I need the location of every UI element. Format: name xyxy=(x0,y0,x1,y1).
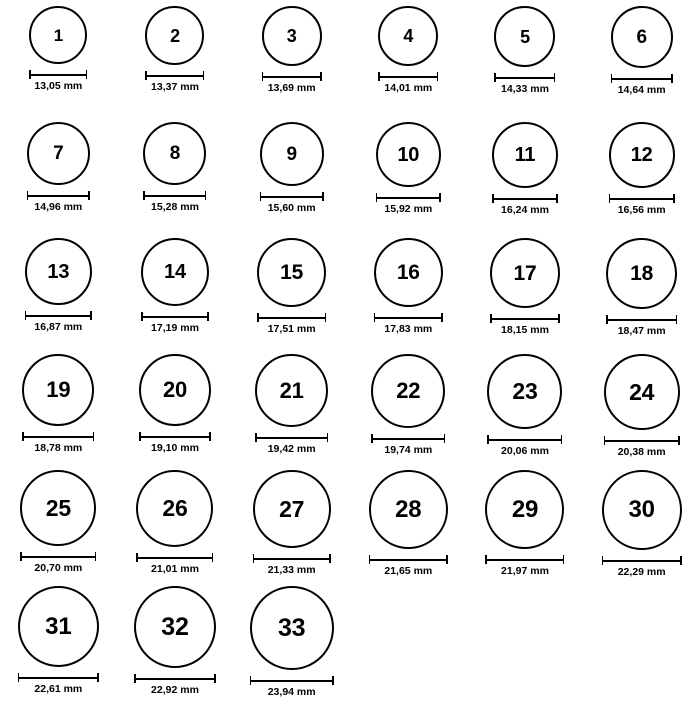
ring-size-label: 16,56 mm xyxy=(617,204,666,216)
ring-size-label: 17,83 mm xyxy=(384,323,433,335)
ring-number-label: 31 xyxy=(45,612,72,640)
measure-line xyxy=(136,557,213,559)
measure-cap-left xyxy=(29,70,31,79)
measure-cap-left xyxy=(602,556,604,565)
diameter-measure-bar xyxy=(262,72,322,81)
measure-line xyxy=(494,77,555,79)
ring-size-cell xyxy=(0,354,117,470)
measure-line xyxy=(145,75,204,77)
ring-number-label: 30 xyxy=(628,496,655,523)
measure-cap-left xyxy=(253,554,255,563)
measure-cap-right xyxy=(678,436,680,445)
ring-size-cell xyxy=(467,470,584,586)
diameter-measure-bar xyxy=(253,554,331,563)
ring-size-cell xyxy=(117,6,234,122)
measure-line xyxy=(250,680,334,682)
ring-size-cell xyxy=(467,122,584,238)
measure-cap-right xyxy=(441,313,443,322)
measure-line xyxy=(604,440,680,442)
diameter-measure-bar xyxy=(371,434,445,443)
ring-size-cell xyxy=(350,238,467,354)
ring-size-label: 13,37 mm xyxy=(151,81,199,93)
ring-size-label: 17,19 mm xyxy=(151,322,199,334)
ring-number-label: 7 xyxy=(53,143,64,164)
measure-line xyxy=(25,315,92,317)
ring-size-label: 21,65 mm xyxy=(384,565,433,577)
ring-size-cell xyxy=(0,122,117,238)
diameter-measure-bar xyxy=(22,432,94,441)
ring-circle xyxy=(20,470,96,546)
ring-size-cell xyxy=(467,354,584,470)
measure-line xyxy=(262,76,322,78)
ring-circle xyxy=(257,238,326,307)
ring-size-label: 18,47 mm xyxy=(617,325,666,337)
ring-size-cell xyxy=(0,6,117,122)
ring-size-cell xyxy=(0,238,117,354)
measure-cap-right xyxy=(205,191,207,200)
ring-number-label: 21 xyxy=(279,377,304,403)
measure-line xyxy=(253,558,331,560)
ring-size-cell xyxy=(583,6,700,122)
measure-cap-right xyxy=(95,552,97,561)
ring-size-cell xyxy=(350,470,467,586)
diameter-measure-bar xyxy=(255,433,328,442)
ring-circle xyxy=(609,122,675,188)
diameter-measure-bar xyxy=(143,191,206,200)
ring-size-cell xyxy=(117,238,234,354)
measure-line xyxy=(20,556,96,558)
ring-number-label: 20 xyxy=(162,377,188,402)
ring-number-label: 2 xyxy=(170,25,180,46)
measure-line xyxy=(134,678,216,680)
ring-size-label: 14,64 mm xyxy=(617,84,666,96)
ring-circle xyxy=(376,122,441,187)
measure-cap-right xyxy=(322,192,324,201)
measure-cap-right xyxy=(327,433,329,442)
diameter-measure-bar xyxy=(250,676,334,685)
ring-circle xyxy=(29,6,87,64)
ring-circle xyxy=(604,354,680,430)
ring-size-cell xyxy=(0,586,117,702)
ring-size-label: 20,06 mm xyxy=(501,445,549,457)
measure-cap-right xyxy=(329,554,331,563)
diameter-measure-bar xyxy=(485,555,564,564)
ring-circle xyxy=(139,354,211,426)
ring-circle xyxy=(602,470,682,550)
ring-size-cell xyxy=(233,470,350,586)
measure-line xyxy=(18,677,99,679)
ring-number-label: 19 xyxy=(46,377,71,402)
ring-size-cell xyxy=(583,122,700,238)
ring-number-label: 23 xyxy=(512,378,538,404)
measure-cap-right xyxy=(671,74,673,83)
measure-cap-right xyxy=(561,435,563,444)
ring-size-label: 20,38 mm xyxy=(617,446,666,458)
measure-line xyxy=(260,196,324,198)
ring-size-label: 14,33 mm xyxy=(501,83,549,95)
ring-circle xyxy=(606,238,677,309)
ring-number-label: 16 xyxy=(396,261,420,284)
ring-circle xyxy=(136,470,213,547)
ring-number-label: 10 xyxy=(397,143,420,166)
measure-line xyxy=(255,437,328,439)
measure-line xyxy=(29,74,87,76)
measure-cap-left xyxy=(18,673,20,682)
ring-size-label: 19,74 mm xyxy=(384,444,433,456)
measure-cap-left xyxy=(139,432,141,441)
ring-size-label: 15,28 mm xyxy=(151,201,199,213)
measure-cap-left xyxy=(145,71,147,80)
ring-circle xyxy=(262,6,322,66)
ring-size-cell xyxy=(233,6,350,122)
measure-line xyxy=(139,436,211,438)
diameter-measure-bar xyxy=(136,553,213,562)
measure-cap-left xyxy=(485,555,487,564)
ring-size-label: 21,97 mm xyxy=(501,565,549,577)
ring-circle xyxy=(260,122,324,186)
measure-cap-right xyxy=(563,555,565,564)
ring-number-label: 29 xyxy=(511,495,539,523)
measure-cap-right xyxy=(554,73,556,82)
measure-cap-right xyxy=(439,193,441,202)
ring-number-label: 12 xyxy=(630,144,653,166)
measure-cap-left xyxy=(141,312,143,321)
ring-size-cell xyxy=(350,122,467,238)
measure-cap-left xyxy=(260,192,262,201)
measure-cap-left xyxy=(492,194,494,203)
measure-line xyxy=(143,195,206,197)
ring-size-cell xyxy=(583,470,700,586)
ring-size-cell xyxy=(583,354,700,470)
diameter-measure-bar xyxy=(27,191,90,200)
ring-circle xyxy=(369,470,448,549)
measure-line xyxy=(374,317,443,319)
diameter-measure-bar xyxy=(257,313,326,322)
measure-cap-right xyxy=(86,70,88,79)
measure-cap-left xyxy=(250,676,252,685)
measure-cap-right xyxy=(203,71,205,80)
measure-cap-right xyxy=(88,191,90,200)
measure-line xyxy=(485,559,564,561)
ring-size-cell xyxy=(350,6,467,122)
ring-number-label: 8 xyxy=(169,143,181,164)
measure-line xyxy=(376,197,441,199)
ring-number-label: 1 xyxy=(53,25,63,45)
diameter-measure-bar xyxy=(604,436,680,445)
measure-cap-left xyxy=(262,72,264,81)
ring-circle xyxy=(143,122,206,185)
measure-cap-right xyxy=(97,673,99,682)
diameter-measure-bar xyxy=(376,193,441,202)
measure-cap-left xyxy=(376,193,378,202)
measure-cap-left xyxy=(22,432,24,441)
measure-line xyxy=(141,316,209,318)
ring-size-cell xyxy=(117,470,234,586)
measure-cap-right xyxy=(325,313,327,322)
ring-number-label: 33 xyxy=(277,613,306,642)
diameter-measure-bar xyxy=(25,311,92,320)
ring-size-label: 13,05 mm xyxy=(34,80,83,92)
ring-size-label: 15,92 mm xyxy=(384,203,433,215)
measure-line xyxy=(257,317,326,319)
ring-size-label: 22,61 mm xyxy=(34,683,83,695)
diameter-measure-bar xyxy=(134,674,216,683)
diameter-measure-bar xyxy=(141,312,209,321)
ring-number-label: 9 xyxy=(286,143,297,165)
diameter-measure-bar xyxy=(369,555,448,564)
diameter-measure-bar xyxy=(378,72,438,81)
measure-cap-right xyxy=(320,72,322,81)
measure-cap-left xyxy=(487,435,489,444)
measure-cap-left xyxy=(143,191,145,200)
ring-circle xyxy=(141,238,209,306)
diameter-measure-bar xyxy=(487,435,562,444)
measure-line xyxy=(490,318,560,320)
ring-size-label: 22,92 mm xyxy=(151,684,199,696)
ring-size-label: 19,10 mm xyxy=(151,442,199,454)
measure-line xyxy=(609,198,675,200)
measure-cap-right xyxy=(93,432,95,441)
ring-circle xyxy=(145,6,204,65)
ring-number-label: 15 xyxy=(280,261,304,284)
measure-line xyxy=(369,559,448,561)
ring-circle xyxy=(490,238,560,308)
ring-number-label: 32 xyxy=(161,612,189,641)
ring-size-label: 13,69 mm xyxy=(267,82,316,94)
ring-number-label: 13 xyxy=(47,260,70,283)
ring-size-label: 14,01 mm xyxy=(384,82,433,94)
ring-size-label: 20,70 mm xyxy=(34,562,83,574)
measure-cap-left xyxy=(606,315,608,324)
ring-size-cell xyxy=(233,586,350,702)
ring-number-label: 26 xyxy=(162,495,188,521)
ring-size-cell xyxy=(583,238,700,354)
measure-cap-left xyxy=(27,191,29,200)
ring-size-cell xyxy=(233,238,350,354)
measure-line xyxy=(606,319,677,321)
measure-cap-right xyxy=(214,674,216,683)
ring-number-label: 25 xyxy=(45,494,71,521)
ring-size-label: 14,96 mm xyxy=(34,201,83,213)
ring-number-label: 17 xyxy=(513,261,537,285)
ring-size-cell xyxy=(0,470,117,586)
measure-cap-left xyxy=(378,72,380,81)
diameter-measure-bar xyxy=(29,70,87,79)
ring-circle xyxy=(485,470,564,549)
diameter-measure-bar xyxy=(139,432,211,441)
measure-cap-right xyxy=(207,312,209,321)
measure-cap-left xyxy=(136,553,138,562)
ring-circle xyxy=(371,354,445,428)
ring-circle xyxy=(492,122,558,188)
ring-circle xyxy=(25,238,92,305)
ring-size-label: 21,33 mm xyxy=(267,564,316,576)
ring-size-cell xyxy=(350,354,467,470)
ring-size-label: 19,42 mm xyxy=(267,443,316,455)
measure-cap-left xyxy=(611,74,613,83)
ring-size-cell xyxy=(233,122,350,238)
ring-number-label: 4 xyxy=(403,26,414,46)
ring-circle xyxy=(134,586,216,668)
measure-cap-right xyxy=(446,555,448,564)
measure-line xyxy=(602,560,682,562)
ring-circle xyxy=(250,586,334,670)
ring-size-label: 17,51 mm xyxy=(267,323,316,335)
diameter-measure-bar xyxy=(492,194,558,203)
ring-circle xyxy=(22,354,94,426)
ring-number-label: 28 xyxy=(395,495,422,523)
ring-circle xyxy=(255,354,328,427)
ring-number-label: 22 xyxy=(396,378,421,403)
measure-cap-right xyxy=(676,315,678,324)
diameter-measure-bar xyxy=(494,73,555,82)
measure-cap-left xyxy=(490,314,492,323)
ring-size-label: 15,60 mm xyxy=(267,202,316,214)
measure-cap-left xyxy=(604,436,606,445)
measure-cap-left xyxy=(374,313,376,322)
ring-size-label: 21,01 mm xyxy=(151,563,199,575)
measure-cap-left xyxy=(371,434,373,443)
ring-circle xyxy=(487,354,562,429)
measure-line xyxy=(492,198,558,200)
measure-line xyxy=(378,76,438,78)
diameter-measure-bar xyxy=(602,556,682,565)
diameter-measure-bar xyxy=(490,314,560,323)
diameter-measure-bar xyxy=(606,315,677,324)
ring-number-label: 3 xyxy=(286,26,297,46)
ring-number-label: 6 xyxy=(636,26,647,48)
ring-circle xyxy=(378,6,438,66)
ring-number-label: 14 xyxy=(164,261,186,283)
measure-cap-left xyxy=(255,433,257,442)
measure-cap-right xyxy=(558,314,560,323)
diameter-measure-bar xyxy=(145,71,204,80)
measure-cap-right xyxy=(212,553,214,562)
measure-cap-right xyxy=(209,432,211,441)
ring-size-cell xyxy=(117,122,234,238)
ring-size-label: 16,87 mm xyxy=(34,321,83,333)
ring-size-label: 18,78 mm xyxy=(34,442,83,454)
measure-cap-left xyxy=(134,674,136,683)
measure-cap-right xyxy=(556,194,558,203)
measure-cap-right xyxy=(90,311,92,320)
ring-circle xyxy=(18,586,99,667)
ring-size-label: 18,15 mm xyxy=(501,324,549,336)
ring-size-label: 16,24 mm xyxy=(501,204,549,216)
measure-cap-left xyxy=(20,552,22,561)
measure-cap-left xyxy=(25,311,27,320)
ring-size-cell xyxy=(117,354,234,470)
measure-cap-left xyxy=(494,73,496,82)
ring-size-label: 23,94 mm xyxy=(267,686,316,698)
ring-circle xyxy=(27,122,90,185)
diameter-measure-bar xyxy=(609,194,675,203)
measure-cap-left xyxy=(369,555,371,564)
measure-cap-right xyxy=(437,72,439,81)
ring-number-label: 11 xyxy=(514,144,536,166)
measure-cap-right xyxy=(680,556,682,565)
measure-cap-left xyxy=(609,194,611,203)
ring-size-cell xyxy=(233,354,350,470)
ring-number-label: 27 xyxy=(279,495,305,522)
ring-circle xyxy=(494,6,555,67)
measure-cap-right xyxy=(444,434,446,443)
ring-circle xyxy=(374,238,443,307)
ring-size-cell xyxy=(467,6,584,122)
measure-cap-right xyxy=(332,676,334,685)
measure-line xyxy=(371,438,445,440)
measure-cap-right xyxy=(673,194,675,203)
ring-circle xyxy=(253,470,331,548)
measure-cap-left xyxy=(257,313,259,322)
measure-line xyxy=(611,78,673,80)
diameter-measure-bar xyxy=(20,552,96,561)
ring-number-label: 24 xyxy=(629,378,655,405)
ring-size-label: 22,29 mm xyxy=(617,566,666,578)
ring-size-cell xyxy=(467,238,584,354)
diameter-measure-bar xyxy=(18,673,99,682)
diameter-measure-bar xyxy=(611,74,673,83)
ring-number-label: 18 xyxy=(630,262,654,285)
ring-number-label: 5 xyxy=(520,26,530,47)
measure-line xyxy=(487,439,562,441)
measure-line xyxy=(27,195,90,197)
measure-line xyxy=(22,436,94,438)
diameter-measure-bar xyxy=(260,192,324,201)
diameter-measure-bar xyxy=(374,313,443,322)
ring-circle xyxy=(611,6,673,68)
ring-size-cell xyxy=(117,586,234,702)
